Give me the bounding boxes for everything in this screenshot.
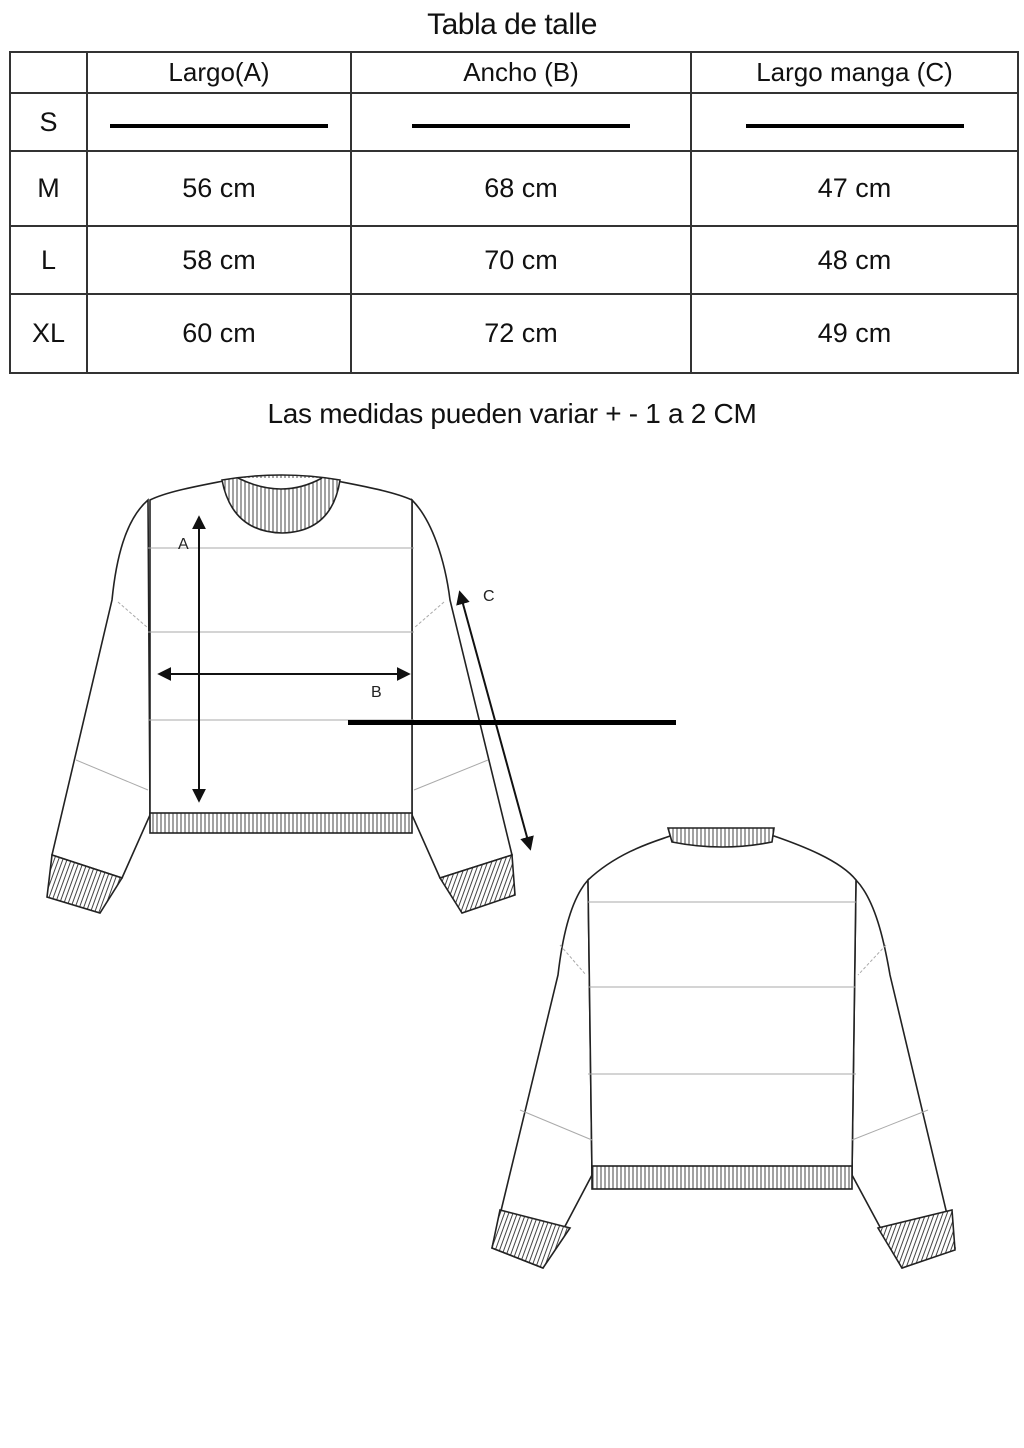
size-label: M [10,151,87,226]
size-label: L [10,226,87,294]
table-row [10,226,1018,294]
label-a: A [178,536,189,553]
size-label: S [10,93,87,151]
table-header-largo-manga: Largo manga (C) [691,52,1018,93]
table-cell: 68 cm [351,151,691,226]
table-cell: 58 cm [87,226,351,294]
table-cell [691,93,1018,151]
table-header-row [10,52,1018,93]
table-cell [87,93,351,151]
empty-value-dash [746,124,964,128]
garment-diagram [0,440,1024,1300]
label-c: C [483,588,495,605]
table-cell: 49 cm [691,294,1018,373]
table-header-ancho: Ancho (B) [351,52,691,93]
table-cell: 72 cm [351,294,691,373]
size-label: XL [10,294,87,373]
black-overlay-bar [348,720,676,725]
page-title: Tabla de talle [427,8,597,41]
table-cell: 47 cm [691,151,1018,226]
table-cell: 48 cm [691,226,1018,294]
front-sweater-drawing [47,475,515,913]
table-cell [351,93,691,151]
table-row [10,294,1018,373]
table-row [10,93,1018,151]
empty-value-dash [110,124,328,128]
measurement-note: Las medidas pueden variar + - 1 a 2 CM [267,398,757,429]
table-row [10,151,1018,226]
table-cell: 56 cm [87,151,351,226]
table-header-corner [10,52,87,93]
size-table [9,51,1019,374]
back-sweater-drawing [492,828,955,1268]
table-cell: 60 cm [87,294,351,373]
table-header-largo: Largo(A) [87,52,351,93]
empty-value-dash [412,124,630,128]
table-cell: 70 cm [351,226,691,294]
label-b: B [371,684,382,701]
